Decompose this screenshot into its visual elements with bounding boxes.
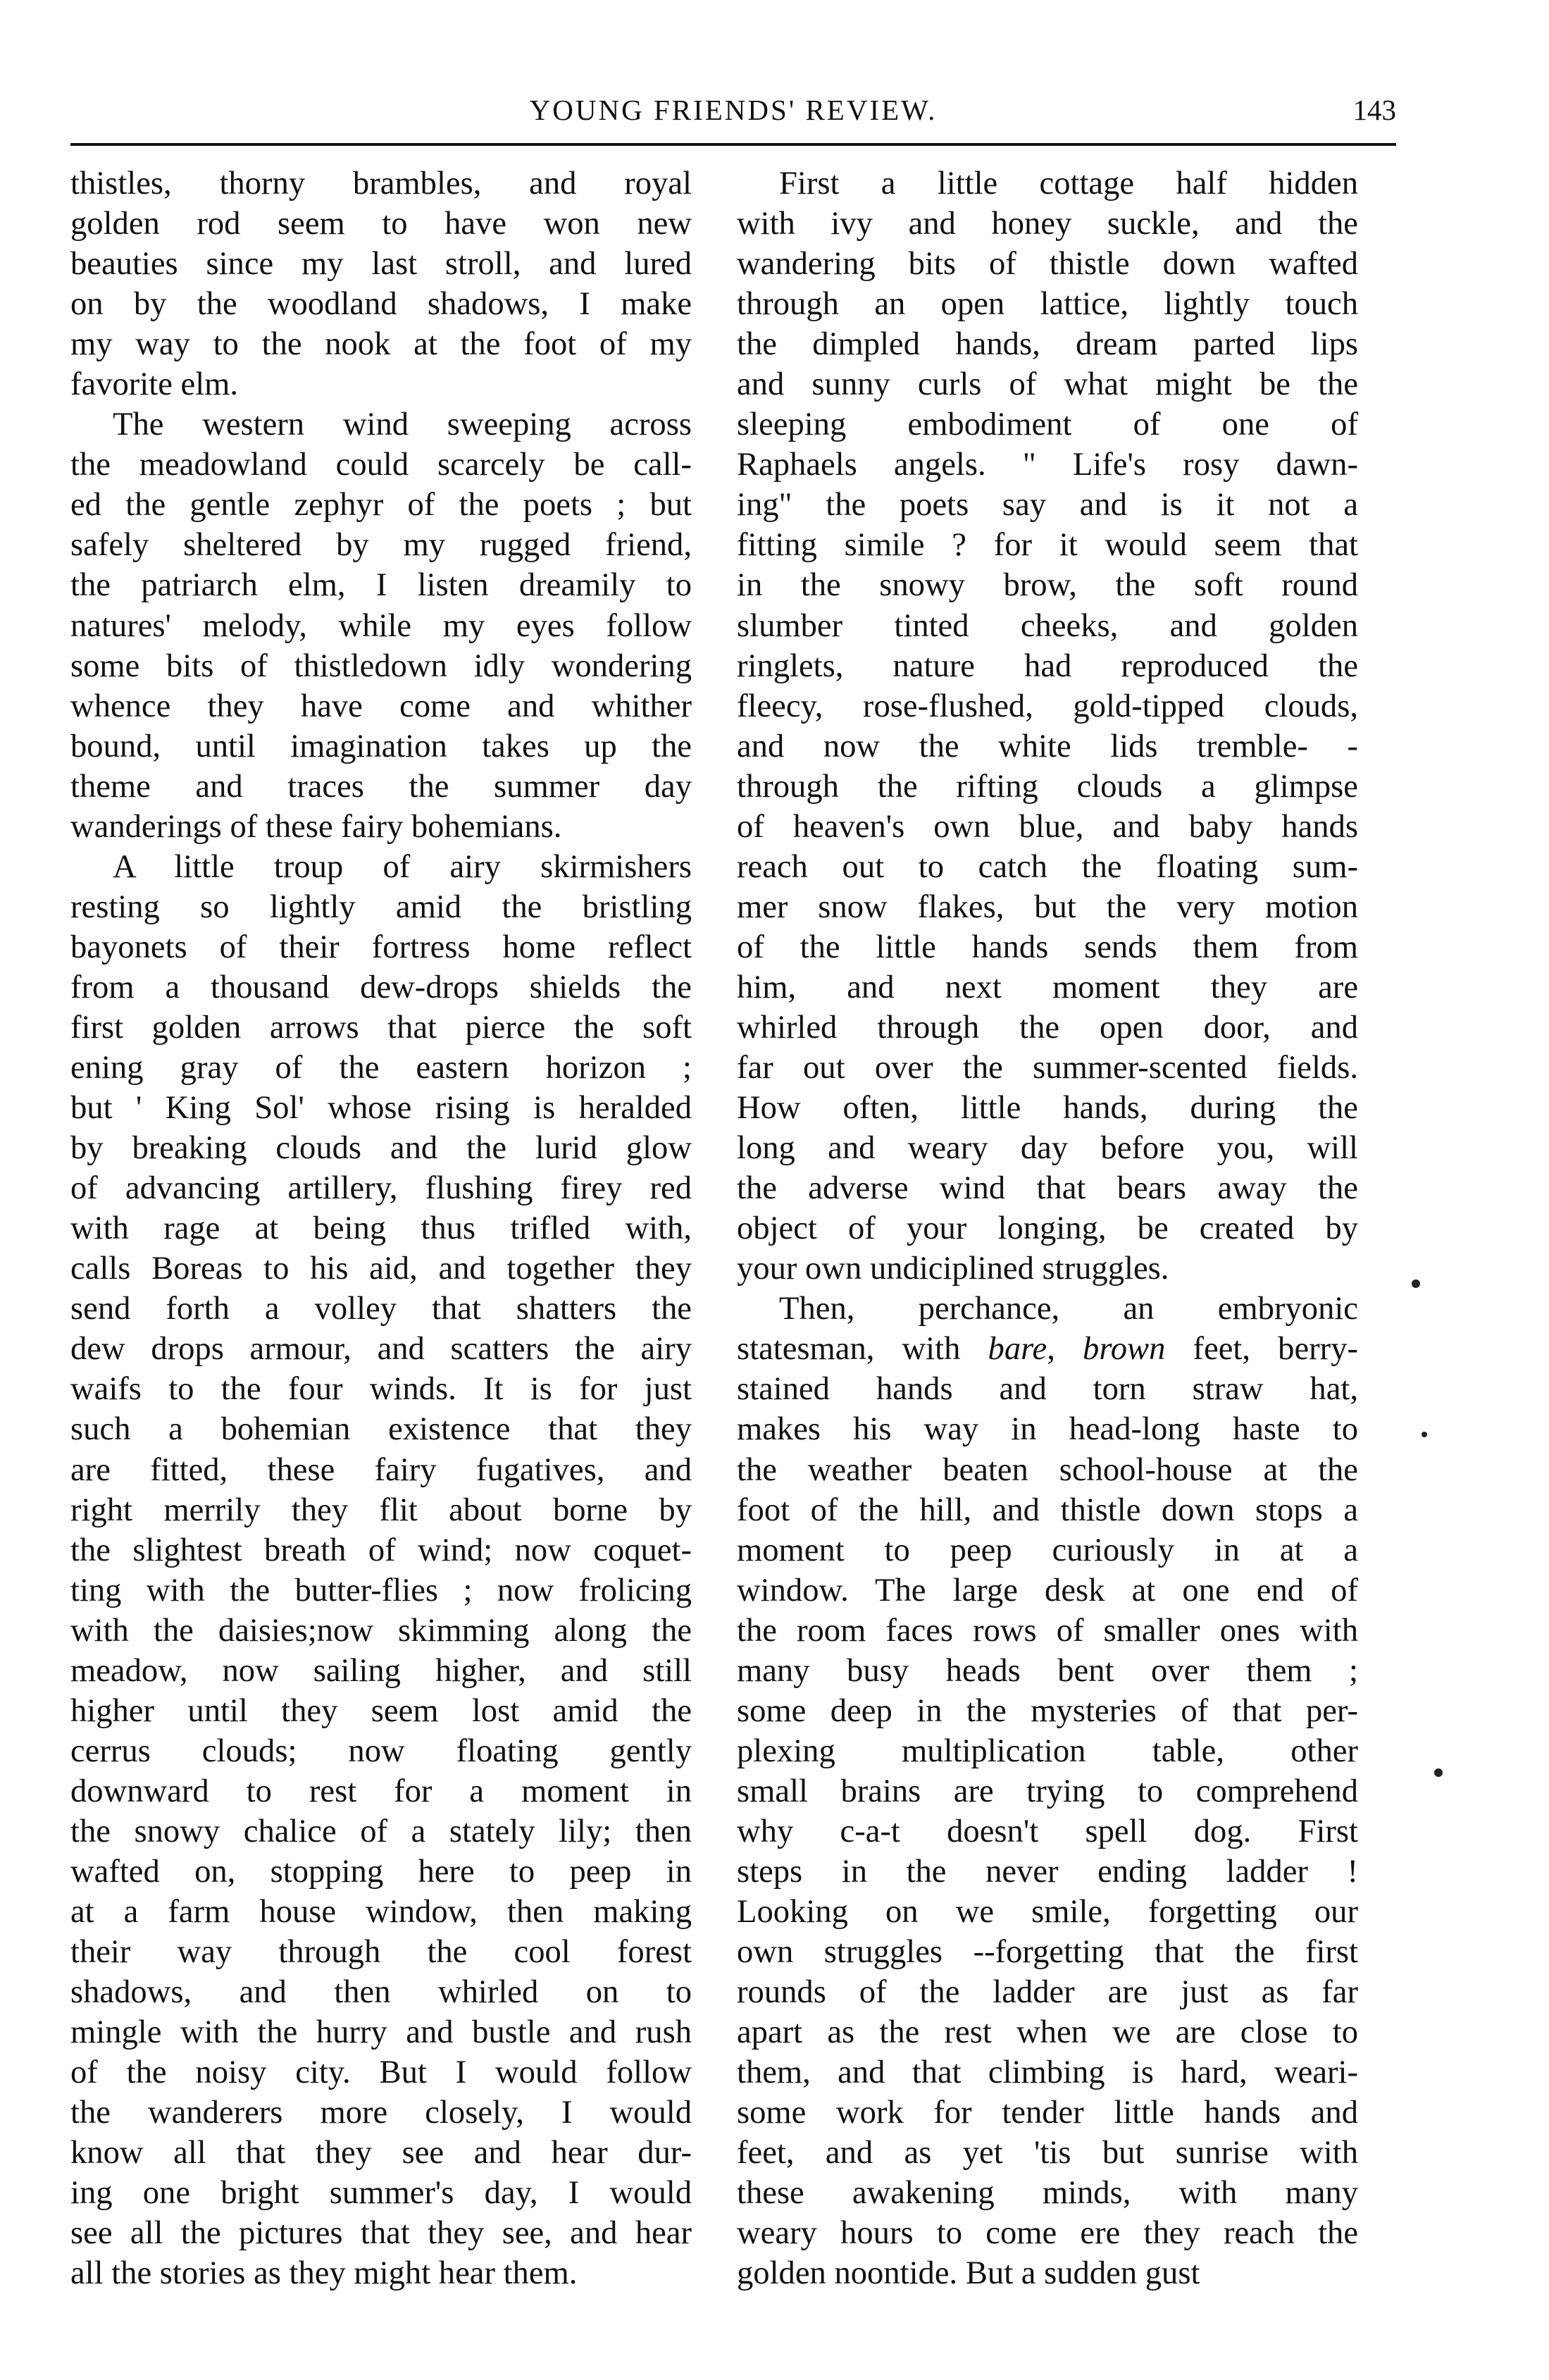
text-line: statesman, with bare, brown feet, berry-	[737, 1330, 1359, 1368]
text-line: sleeping embodiment of one of	[737, 406, 1358, 443]
text-line: send forth a volley that shatters the	[70, 1290, 692, 1327]
margin-speck	[1434, 1768, 1443, 1777]
text-line: cerrus clouds; now floating gently	[70, 1732, 692, 1769]
text-line: feet, and as yet 'tis but sunrise with	[737, 2134, 1358, 2171]
text-line: resting so lightly amid the bristling	[70, 888, 692, 925]
text-line: with rage at being thus trifled with,	[70, 1210, 692, 1247]
text-line: the weather beaten school-house at the	[737, 1451, 1358, 1488]
text-line: their way through the cool forest	[70, 1933, 692, 1971]
text-line: natures' melody, while my eyes follow	[70, 607, 692, 644]
text-line: The western wind sweeping across	[113, 406, 692, 443]
text-line: with ivy and honey suckle, and the	[737, 205, 1358, 242]
text-line: A little troup of airy skirmishers	[113, 848, 692, 885]
text-line: bayonets of their fortress home reflect	[70, 928, 692, 965]
text-line: through the rifting clouds a glimpse	[737, 767, 1358, 805]
text-line: some bits of thistledown idly wondering	[70, 647, 692, 684]
text-line: them, and that climbing is hard, weari-	[737, 2054, 1358, 2091]
left-column	[70, 163, 692, 2293]
text-line: and sunny curls of what might be the	[737, 366, 1358, 403]
text-line: through an open lattice, lightly touch	[737, 285, 1358, 323]
text-line: some deep in the mysteries of that per-	[737, 1692, 1358, 1729]
text-line: the dimpled hands, dream parted lips	[737, 326, 1358, 363]
text-line: meadow, now sailing higher, and still	[70, 1651, 692, 1689]
text-line: How often, little hands, during the	[737, 1089, 1358, 1127]
text-line: the wanderers more closely, I would	[70, 2094, 692, 2131]
text-line: ening gray of the eastern horizon ;	[70, 1049, 692, 1086]
text-line: the meadowland could scarcely be call-	[70, 446, 692, 483]
text-line: reach out to catch the floating sum-	[737, 848, 1358, 885]
text-line: First a little cottage half hidden	[779, 165, 1358, 202]
text-line: ed the gentle zephyr of the poets ; but	[70, 486, 692, 523]
text-line: many busy heads bent over them ;	[737, 1651, 1358, 1689]
text-line: ing one bright summer's day, I would	[70, 2174, 692, 2212]
text-line: far out over the summer-scented fields.	[737, 1049, 1358, 1086]
text-line: of the noisy city. But I would follow	[70, 2054, 692, 2091]
text-line: my way to the nook at the foot of my	[70, 326, 692, 363]
text-line: such a bohemian existence that they	[70, 1411, 692, 1448]
text-line: plexing multiplication table, other	[737, 1732, 1358, 1769]
text-line: mingle with the hurry and bustle and rush	[70, 2014, 692, 2051]
text-line: from a thousand dew-drops shields the	[70, 968, 692, 1005]
text-line: own struggles --forgetting that the first	[737, 1933, 1358, 1971]
text-line: are fitted, these fairy fugatives, and	[70, 1451, 692, 1488]
text-line: long and weary day before you, will	[737, 1129, 1358, 1167]
text-line: and now the white lids tremble- -	[737, 727, 1358, 764]
text-line: the room faces rows of smaller ones with	[737, 1611, 1358, 1649]
text-line: bound, until imagination takes up the	[70, 727, 692, 764]
text-line: makes his way in head-long haste to	[737, 1411, 1358, 1448]
text-line: the patriarch elm, I listen dreamily to	[70, 566, 692, 604]
text-line: slumber tinted cheeks, and golden	[737, 607, 1358, 644]
text-line: on by the woodland shadows, I make	[70, 285, 692, 323]
text-line: wandering bits of thistle down wafted	[737, 245, 1358, 283]
text-line: ringlets, nature had reproduced the	[737, 647, 1358, 684]
margin-speck	[1412, 1279, 1420, 1288]
text-line: ting with the butter-flies ; now frolicing	[70, 1571, 692, 1609]
text-line: mer snow flakes, but the very motion	[737, 888, 1358, 925]
text-line: favorite elm.	[70, 366, 239, 403]
text-line: your own undiciplined struggles.	[737, 1250, 1169, 1287]
text-line: higher until they seem lost amid the	[70, 1692, 692, 1729]
text-line: window. The large desk at one end of	[737, 1571, 1358, 1609]
text-line: golden noontide. But a sudden gust	[737, 2255, 1200, 2292]
text-line: calls Boreas to his aid, and together they	[70, 1250, 692, 1287]
text-line: these awakening minds, with many	[737, 2174, 1358, 2212]
text-line: know all that they see and hear dur-	[70, 2134, 692, 2171]
text-line: safely sheltered by my rugged friend,	[70, 526, 692, 564]
text-line: by breaking clouds and the lurid glow	[70, 1129, 692, 1167]
text-line: first golden arrows that pierce the soft	[70, 1008, 692, 1046]
text-line: all the stories as they might hear them.	[70, 2255, 578, 2292]
text-line: theme and traces the summer day	[70, 767, 692, 805]
margin-speck	[1422, 1432, 1427, 1437]
text-line: fleecy, rose-flushed, gold-tipped clouds,	[737, 687, 1358, 724]
text-line: but ' King Sol' whose rising is heralded	[70, 1089, 692, 1127]
page-number: 143	[1352, 94, 1396, 126]
text-line: fitting simile ? for it would seem that	[737, 526, 1358, 564]
text-line: in the snowy brow, the soft round	[737, 566, 1358, 604]
text-line: at a farm house window, then making	[70, 1893, 692, 1930]
text-line: of heaven's own blue, and baby hands	[737, 807, 1358, 845]
text-line: the adverse wind that bears away the	[737, 1170, 1358, 1207]
text-line: right merrily they flit about borne by	[70, 1491, 692, 1528]
text-line: ing" the poets say and is it not a	[737, 486, 1358, 523]
text-line: some work for tender little hands and	[737, 2094, 1358, 2131]
text-line: Raphaels angels. " Life's rosy dawn-	[737, 446, 1358, 483]
text-line: foot of the hill, and thistle down stops a	[737, 1491, 1358, 1528]
text-line: dew drops armour, and scatters the airy	[70, 1330, 692, 1368]
right-column	[737, 163, 1358, 2293]
text-line: small brains are trying to comprehend	[737, 1772, 1358, 1809]
running-head	[70, 89, 1396, 131]
text-line: whence they have come and whither	[70, 687, 692, 724]
text-line: of the little hands sends them from	[737, 928, 1358, 965]
text-line: Then, perchance, an embryonic	[779, 1290, 1358, 1327]
text-line: weary hours to come ere they reach the	[737, 2214, 1358, 2252]
text-line: golden rod seem to have won new	[70, 205, 692, 242]
text-line: see all the pictures that they see, and hear	[70, 2214, 692, 2252]
text-line: apart as the rest when we are close to	[737, 2014, 1358, 2051]
text-line: thistles, thorny brambles, and royal	[70, 165, 692, 202]
text-line: steps in the never ending ladder !	[737, 1852, 1358, 1890]
text-line: moment to peep curiously in at a	[737, 1531, 1358, 1568]
text-line: wafted on, stopping here to peep in	[70, 1852, 692, 1890]
text-line: downward to rest for a moment in	[70, 1772, 692, 1809]
text-line: the slightest breath of wind; now coquet-	[70, 1531, 692, 1568]
text-line: shadows, and then whirled on to	[70, 1973, 692, 2011]
text-line: whirled through the open door, and	[737, 1008, 1358, 1046]
text-line: him, and next moment they are	[737, 968, 1358, 1005]
text-line: Looking on we smile, forgetting our	[737, 1893, 1358, 1930]
running-title: YOUNG FRIENDS' REVIEW.	[529, 94, 938, 126]
text-line: wanderings of these fairy bohemians.	[70, 807, 562, 845]
text-line: stained hands and torn straw hat,	[737, 1370, 1358, 1408]
text-line: waifs to the four winds. It is for just	[70, 1370, 692, 1408]
text-line: beauties since my last stroll, and lured	[70, 245, 692, 283]
header-rule	[70, 143, 1396, 146]
text-line: with the daisies;now skimming along the	[70, 1611, 692, 1649]
text-line: object of your longing, be created by	[737, 1210, 1358, 1247]
text-line: rounds of the ladder are just as far	[737, 1973, 1358, 2011]
text-line: why c-a-t doesn't spell dog. First	[737, 1812, 1358, 1849]
text-line: the snowy chalice of a stately lily; then	[70, 1812, 692, 1849]
text-line: of advancing artillery, flushing firey red	[70, 1170, 692, 1207]
